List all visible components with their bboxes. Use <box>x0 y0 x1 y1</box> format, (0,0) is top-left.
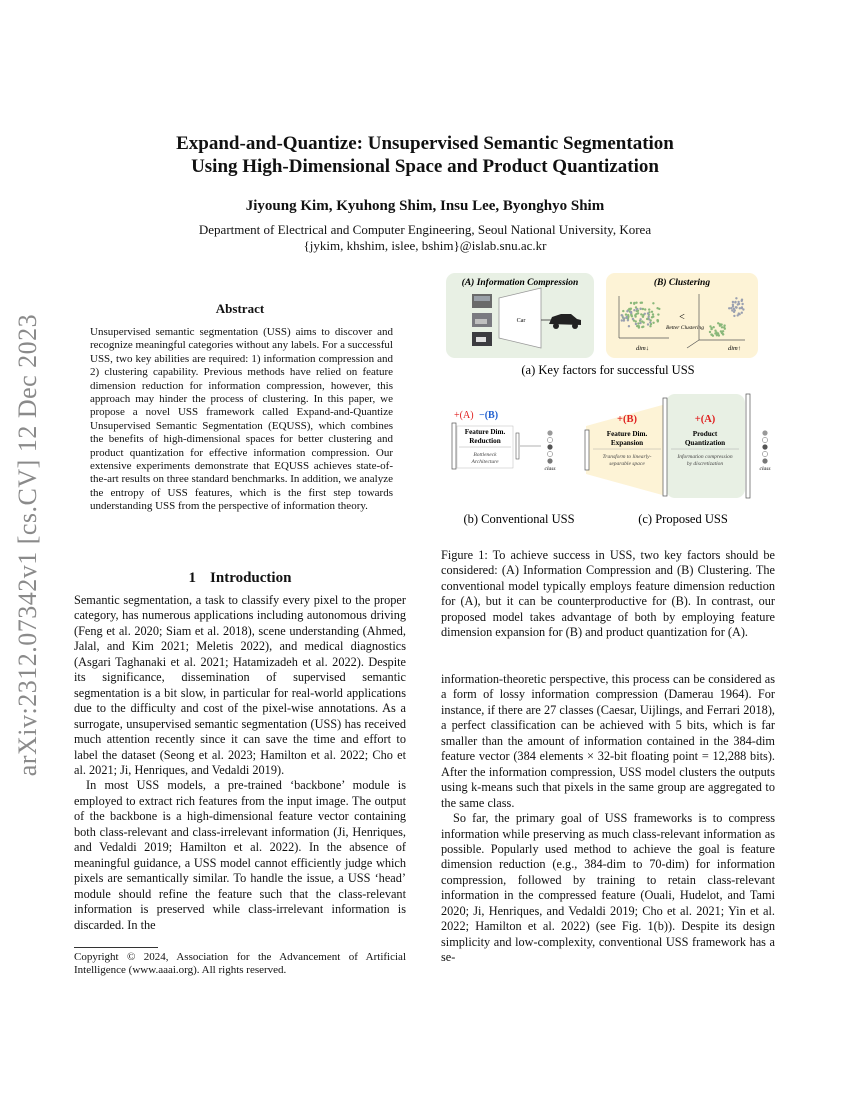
scatter-point <box>732 301 734 303</box>
conv-class-label: class <box>544 466 556 472</box>
scatter-point <box>621 314 623 316</box>
scatter-point <box>623 319 625 321</box>
scatter-point <box>642 308 644 310</box>
scatter-point <box>737 303 739 305</box>
scatter-point <box>635 313 637 315</box>
scatter-point <box>733 315 735 317</box>
better-clustering-label: Better Clustering <box>665 325 705 331</box>
pq-title: Product Quantization <box>684 430 726 447</box>
affiliation-dept: Department of Electrical and Computer Engineering, Seoul National University, Korea <box>198 222 652 237</box>
dim-up-label: dim↑ <box>728 345 741 352</box>
scatter-point <box>630 312 632 314</box>
scatter-point <box>720 330 722 332</box>
scatter-point <box>626 310 628 312</box>
scatter-point <box>652 302 654 304</box>
arxiv-stamp-text: arXiv:2312.07342v1 [cs.CV] 12 Dec 2023 <box>13 313 42 777</box>
authors: Jiyoung Kim, Kyuhong Shim, Insu Lee, Byonghyo Shim <box>245 198 605 214</box>
scatter-point <box>717 322 719 324</box>
title-line-2: Using High-Dimensional Space and Product Quantization <box>191 156 659 177</box>
scatter-point <box>734 301 736 303</box>
scatter-point <box>635 302 637 304</box>
scatter-point <box>649 325 651 327</box>
scatter-point <box>722 330 724 332</box>
scatter-point <box>647 323 649 325</box>
figure-1 <box>441 270 775 530</box>
scatter-point <box>628 308 630 310</box>
scatter-point <box>713 326 715 328</box>
caption-b: (b) Conventional USS <box>463 512 575 526</box>
scatter-point <box>648 318 650 320</box>
scatter-point <box>730 307 732 309</box>
prop-input-bar <box>585 430 589 470</box>
scatter-point <box>714 330 716 332</box>
prop-tag-b: +(B) <box>617 414 637 425</box>
abstract-heading: Abstract <box>215 301 265 316</box>
scatter-point <box>639 318 641 320</box>
scatter-point <box>734 309 736 311</box>
caption-a: (a) Key factors for successful USS <box>521 363 695 377</box>
right-paragraph-2: So far, the primary goal of USS frameworks is to compress information while preserving as much class-relevant information as possible. Popularly used method to achieve the goal is feature dimension reduction (e.g., 384-dim to 70-dim) for information compression, followed by training to retain class-relevant information in the compressed feature (Ouali, Hudelot, and Tami 2020; Ji, Henriques, and Vedaldi 2019; Cho et al. 2021; Yin et al. 2022; Hamilton et al. 2022) (see Fig. 1(b)). Despite its design simplicity and low-complexity, conventional USS framework has a se- <box>441 811 775 965</box>
prop-tag-a: +(A) <box>694 414 716 425</box>
scatter-point <box>714 332 716 334</box>
expand-sub: Transform to linearly-separable space <box>602 454 652 467</box>
scatter-point <box>737 314 739 316</box>
scatter-point <box>630 302 632 304</box>
scatter-point <box>642 326 644 328</box>
scatter-point <box>717 332 719 334</box>
scatter-point <box>635 320 637 322</box>
scatter-point <box>640 302 642 304</box>
expanded-feature-bar <box>663 398 667 496</box>
scatter-point <box>625 317 627 319</box>
conv-box-sub: Bottleneck Architecture <box>471 452 499 465</box>
scatter-point <box>638 326 640 328</box>
conv-input-bar <box>452 423 456 469</box>
figure-box-labels <box>0 0 1 1</box>
scatter-point <box>720 324 722 326</box>
right-column-body <box>441 672 775 966</box>
scatter-point <box>724 328 726 330</box>
quantized-feature-bar <box>746 394 750 498</box>
scatter-point <box>644 308 646 310</box>
prop-class-dots <box>762 430 767 463</box>
section-title: Introduction <box>210 570 292 586</box>
scatter-point <box>651 316 653 318</box>
scatter-point <box>712 335 714 337</box>
scatter-point <box>625 313 627 315</box>
scatter-point <box>639 322 641 324</box>
intro-paragraph-1: Semantic segmentation, a task to classify every pixel to the proper category, has numerous applications including autonomous driving (Feng et al. 2020; Siam et al. 2018), scene understanding (Ahmed, Jalal, and Kim 2021; Meletis 2022), and medical diagnostics (Asgari Taghanaki et al. 2021; Hatamizadeh et al. 2022). Despite its significance, dissemination of supervised semantic segmentation is a bit slow, in particular for real-world applications due to the difficulty and cost of the pixel-wise annotations. As a surrogate, unsupervised semantic segmentation (USS) has received much attention recently since it can save the time and effort to label the dataset (Seong et al. 2023; Hamilton et al. 2022; Cho et al. 2021; Ji, Henriques, and Vedaldi 2019). <box>74 593 406 777</box>
caption-c: (c) Proposed USS <box>638 512 728 526</box>
section-number: 1 <box>188 570 197 586</box>
conv-tag-minus: −(B) <box>479 410 499 421</box>
scatter-point <box>634 315 636 317</box>
affiliation-emails: {jykim, khshim, islee, bshim}@islab.snu.ac.kr <box>303 238 547 253</box>
scatter-point <box>728 307 730 309</box>
scatter-point <box>639 308 641 310</box>
dim-down-label: dim↓ <box>636 345 649 352</box>
scatter-point <box>630 314 632 316</box>
scatter-point <box>621 319 623 321</box>
copyright-notice: Copyright © 2024, Association for the Advancement of Artificial Intelligence (www.aaai.org). All rights reserved. <box>74 951 406 977</box>
scatter-point <box>647 312 649 314</box>
scatter-point <box>646 318 648 320</box>
scatter-point <box>622 317 624 319</box>
intro-body <box>74 593 406 933</box>
scatter-point <box>737 301 739 303</box>
scatter-point <box>721 326 723 328</box>
affiliation <box>100 222 750 254</box>
scatter-point <box>657 320 659 322</box>
scatter-point <box>732 304 734 306</box>
scatter-point <box>741 312 743 314</box>
figure-1-graphic <box>441 270 775 530</box>
scatter-point <box>741 306 743 308</box>
scatter-point <box>633 302 635 304</box>
abstract-text: Unsupervised semantic segmentation (USS) aims to discover and recognize meaningful categories without any labels. For a successful USS, two key abilities are required: 1) information compression and 2) clustering capability. Previous methods have relied on feature dimension reduction for information compression, however, this approach may hinder the process of clustering. In this paper, we propose a novel USS framework called Expand-and-Quantize Unsupervised Semantic Segmentation (EQUSS), which combines the benefits of high-dimensional spaces for better clustering and product quantization for effective information compression. Our extensive experiments demonstrate that EQUSS achieves state-of-the-art results on three standard benchmarks. In addition, we analyze the entropy of USS features, which is the first step towards understanding USS from the perspective of information theory. <box>90 326 393 513</box>
conv-tag-plus: +(A) <box>454 410 474 421</box>
scatter-point <box>735 297 737 299</box>
scatter-point <box>644 313 646 315</box>
scatter-point <box>710 328 712 330</box>
scatter-point <box>640 313 642 315</box>
pq-sub: Information compression by discretization <box>677 454 733 467</box>
scatter-point <box>735 306 737 308</box>
expand-title: Feature Dim. Expansion <box>606 430 648 447</box>
conv-class-dots <box>547 430 552 463</box>
less-than-symbol: < <box>679 312 685 323</box>
scatter-point <box>636 308 638 310</box>
scatter-point <box>627 319 629 321</box>
conv-output-bar <box>516 433 519 459</box>
scatter-point <box>622 310 624 312</box>
scatter-point <box>741 300 743 302</box>
right-paragraph-1: information-theoretic perspective, this process can be considered as a form of lossy information compression (Damerau 1964). For instance, if there are 27 classes (Caesar, Uijlings, and Ferrari 2018), a perfect classification can be achieved with 5 bits, which is far smaller than the amount of information contained in the 384-dim feature vector (384 elements × 32-bit floating point = 12,288 bits). After the information compression, USS model clusters the outputs using k-means such that pixels in the same group are aggregated to the same class. <box>441 672 775 810</box>
scatter-point <box>656 307 658 309</box>
scatter-point <box>657 313 659 315</box>
scatter-point <box>648 316 650 318</box>
paper-title <box>100 132 750 178</box>
conv-box-title-text <box>0 0 1 1</box>
scatter-point <box>637 322 639 324</box>
scatter-point <box>628 325 630 327</box>
scatter-point <box>641 320 643 322</box>
title-line-1: Expand-and-Quantize: Unsupervised Semantic Segmentation <box>176 133 674 154</box>
panel-b-title: (B) Clustering <box>653 278 711 288</box>
scatter-point <box>709 331 711 333</box>
scatter-point <box>635 323 637 325</box>
panel-a-title: (A) Information Compression <box>461 278 579 288</box>
section-heading-introduction <box>74 570 406 587</box>
scatter-point <box>651 311 653 313</box>
scatter-point <box>742 308 744 310</box>
footnote-rule <box>74 947 158 948</box>
scatter-point <box>741 303 743 305</box>
scatter-point <box>739 307 741 309</box>
conv-box-title: Feature Dim. Reduction <box>464 428 506 445</box>
scatter-point <box>649 321 651 323</box>
scatter-point <box>652 322 654 324</box>
car-label: Car <box>516 318 526 324</box>
scatter-point <box>633 309 635 311</box>
arxiv-stamp <box>8 290 48 800</box>
figure-1-caption: Figure 1: To achieve success in USS, two key factors should be considered: (A) Information Compression and (B) Clustering. The conventional model typically employs feature dimension reduction for (A), but it can be counterproductive for (B). In contrast, our proposed model takes advantage of both by employing feature dimension expansion for (B) and product quantization for (A). <box>441 548 775 640</box>
intro-paragraph-2: In most USS models, a pre-trained ‘backbone’ module is employed to extract rich features from the input image. The output of the backbone is a high-dimensional feature vector containing both class-relevant and class-irrelevant information (Ji, Henriques, and Vedaldi 2019; Hamilton et al. 2022). In the absence of meaningful guidance, a USS model cannot efficiently judge which pixels are semantically similar. To handle the issue, a USS ‘head’ module should refine the feature such that the class-relevant information is preserved while class-irrelevant information is discarded. In the <box>74 778 406 932</box>
scatter-point <box>632 318 634 320</box>
scatter-point <box>652 313 654 315</box>
prop-class-label: class <box>759 466 771 472</box>
scatter-point <box>648 308 650 310</box>
